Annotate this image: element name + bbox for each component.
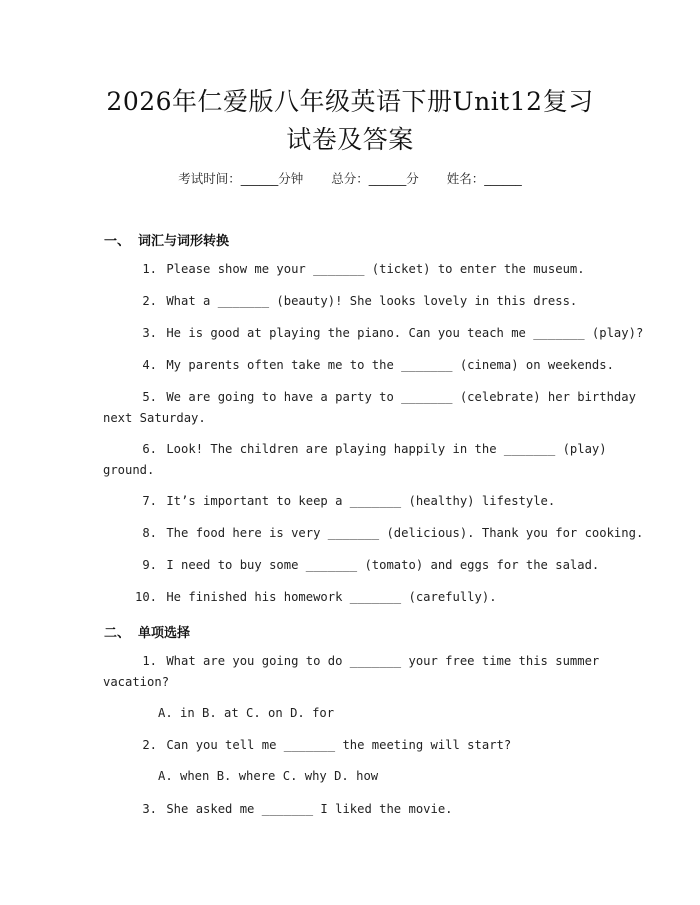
section-number: 二、 bbox=[104, 626, 131, 641]
total-score-field: 总分：______分 bbox=[331, 171, 419, 186]
question-number: 9. bbox=[142, 558, 157, 572]
question-item bbox=[103, 323, 644, 344]
question-number: 1. bbox=[142, 654, 157, 668]
section-title: 单项选择 bbox=[138, 626, 191, 641]
question-number: 8. bbox=[142, 526, 157, 540]
section-heading-vocabulary bbox=[104, 230, 229, 249]
question-item bbox=[103, 555, 603, 576]
question-item bbox=[103, 439, 607, 481]
question-number: 6. bbox=[142, 442, 157, 456]
section-title: 词汇与词形转换 bbox=[138, 234, 230, 249]
question-number: 10. bbox=[134, 590, 157, 604]
section-heading-multiple-choice bbox=[104, 622, 190, 641]
question-number: 7. bbox=[142, 494, 157, 508]
exam-info-line bbox=[0, 169, 700, 187]
question-text: Can you tell me _______ the meeting will start? bbox=[166, 738, 512, 752]
question-text: She asked me _______ I liked the movie. bbox=[166, 802, 453, 816]
question-item bbox=[103, 259, 603, 280]
question-text: Look! The children are playing happily in the _______ (play) bbox=[166, 442, 607, 456]
question-text: What are you going to do _______ your free time this summer bbox=[166, 654, 600, 668]
question-number: 4. bbox=[142, 358, 157, 372]
question-text: He is good at playing the piano. Can you teach me _______ (play)? bbox=[166, 326, 644, 340]
question-text-continued: next Saturday. bbox=[103, 411, 206, 425]
question-text-continued: ground. bbox=[103, 463, 155, 477]
question-number: 1. bbox=[142, 262, 157, 276]
question-item bbox=[103, 291, 603, 312]
question-item bbox=[103, 587, 603, 608]
question-number: 2. bbox=[142, 294, 157, 308]
question-text: What a _______ (beauty)! She looks lovely in this dress. bbox=[166, 294, 578, 308]
question-item bbox=[103, 799, 603, 820]
question-item bbox=[103, 735, 603, 756]
page-title: 2026年仁爱版八年级英语下册Unit12复习 bbox=[106, 87, 594, 116]
question-text-continued: vacation? bbox=[103, 675, 170, 689]
question-item bbox=[103, 355, 614, 376]
question-number: 3. bbox=[142, 802, 157, 816]
section-number: 一、 bbox=[104, 234, 131, 249]
answer-options: A. in B. at C. on D. for bbox=[158, 706, 335, 720]
question-text: The food here is very _______ (delicious). Thank you for cooking. bbox=[166, 526, 644, 540]
question-text: Please show me your _______ (ticket) to enter the museum. bbox=[166, 262, 585, 276]
question-item bbox=[103, 651, 603, 693]
exam-time-field: 考试时间：______分钟 bbox=[178, 171, 304, 186]
name-field: 姓名：______ bbox=[446, 171, 522, 186]
question-text: I need to buy some _______ (tomato) and eggs for the salad. bbox=[166, 558, 600, 572]
question-number: 2. bbox=[142, 738, 157, 752]
question-item bbox=[103, 523, 644, 544]
question-item bbox=[103, 387, 636, 429]
question-text: My parents often take me to the _______ (cinema) on weekends. bbox=[166, 358, 614, 372]
answer-options: A. when B. where C. why D. how bbox=[158, 769, 379, 783]
question-item bbox=[103, 491, 603, 512]
question-number: 3. bbox=[142, 326, 157, 340]
page-title-line2: 试卷及答案 bbox=[286, 125, 414, 154]
question-text: He finished his homework _______ (carefully). bbox=[166, 590, 497, 604]
question-number: 5. bbox=[142, 390, 157, 404]
question-text: It’s important to keep a _______ (healthy) lifestyle. bbox=[166, 494, 556, 508]
question-text: We are going to have a party to _______ (celebrate) her birthday bbox=[166, 390, 636, 404]
